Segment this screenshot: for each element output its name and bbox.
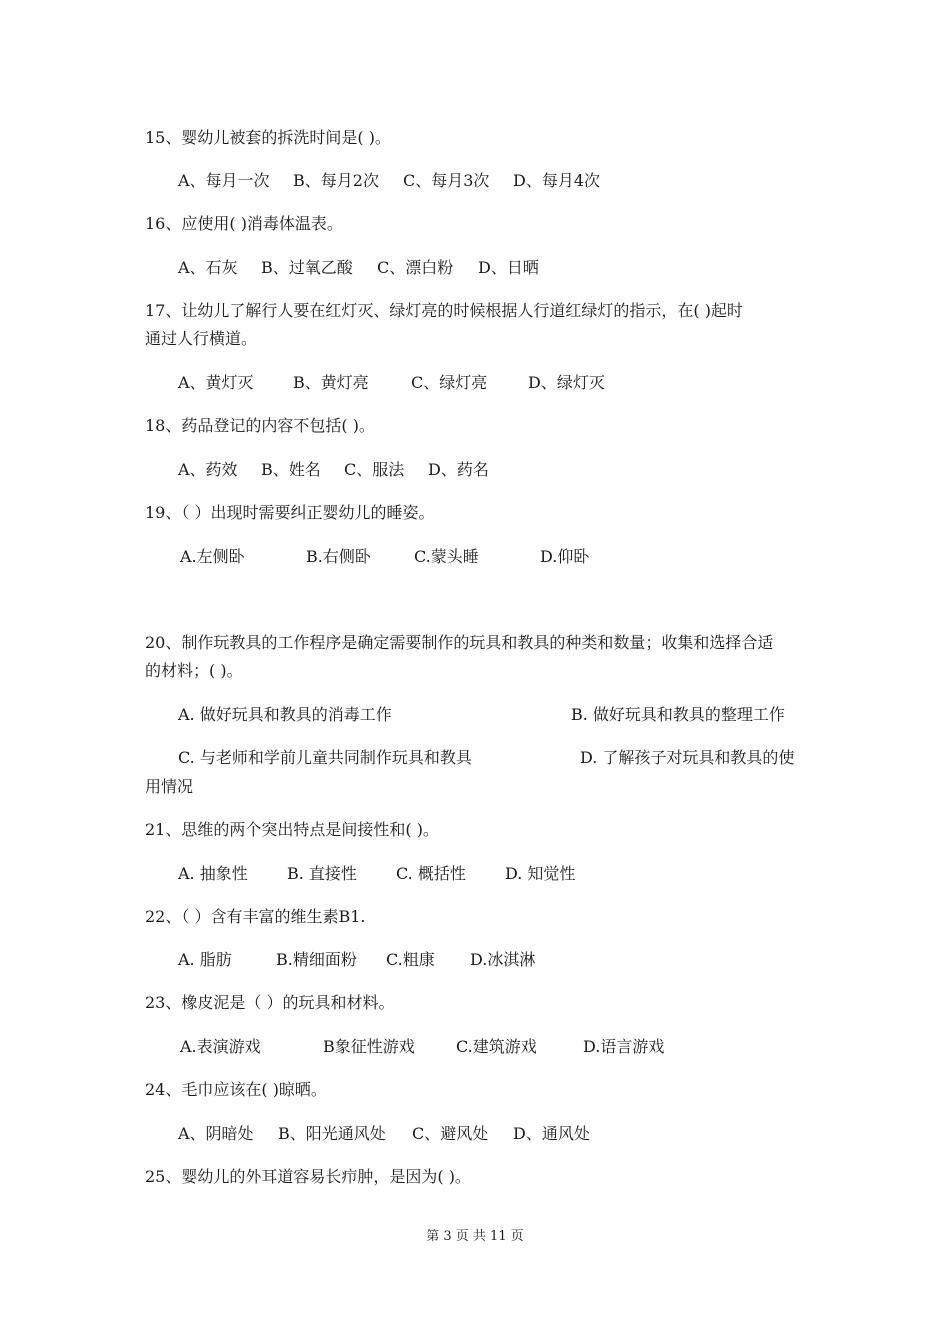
question-20-option-b: B. 做好玩具和教具的整理工作 xyxy=(571,705,785,724)
question-18-stem: 18、药品登记的内容不包括( )。 xyxy=(145,416,375,435)
question-20-stem-line-2: 的材料；( )。 xyxy=(145,661,243,680)
question-15-stem: 15、婴幼儿被套的拆洗时间是( )。 xyxy=(145,128,391,147)
question-16-option-b: B、过氧乙酸 xyxy=(261,258,353,277)
question-22-option-b: B.精细面粉 xyxy=(276,950,357,969)
question-23-option-d: D.语言游戏 xyxy=(583,1037,665,1056)
question-20-option-d-line-2: 用情况 xyxy=(145,777,194,796)
question-20-option-a: A. 做好玩具和教具的消毒工作 xyxy=(178,705,392,724)
question-19-option-c: C.蒙头睡 xyxy=(414,547,479,566)
question-18-option-b: B、姓名 xyxy=(261,460,321,479)
question-15-option-d: D、每月4次 xyxy=(513,171,601,190)
question-17-option-d: D、绿灯灭 xyxy=(528,373,605,392)
question-21-stem: 21、思维的两个突出特点是间接性和( )。 xyxy=(145,820,439,839)
question-22-stem: 22、（ ）含有丰富的维生素B1. xyxy=(145,907,366,926)
question-19-option-b: B.右侧卧 xyxy=(306,547,371,566)
page-number-footer: 第 3 页 共 11 页 xyxy=(426,1229,524,1244)
question-16-option-a: A、石灰 xyxy=(178,258,238,277)
question-21-option-c: C. 概括性 xyxy=(396,864,466,883)
question-16-option-d: D、日晒 xyxy=(478,258,539,277)
question-22-option-a: A. 脂肪 xyxy=(178,950,232,969)
question-25-stem: 25、婴幼儿的外耳道容易长疖肿，是因为( )。 xyxy=(145,1167,471,1186)
question-17-stem-line-2: 通过人行横道。 xyxy=(145,329,258,348)
question-24-option-a: A、阴暗处 xyxy=(178,1124,254,1143)
question-21-option-b: B. 直接性 xyxy=(287,864,357,883)
question-19-stem: 19、（ ）出现时需要纠正婴幼儿的睡姿。 xyxy=(145,503,435,522)
question-23-stem: 23、橡皮泥是（ ）的玩具和材料。 xyxy=(145,993,395,1012)
question-20-option-c: C. 与老师和学前儿童共同制作玩具和教具 xyxy=(178,748,472,767)
question-15-option-b: B、每月2次 xyxy=(293,171,379,190)
question-17-option-b: B、黄灯亮 xyxy=(293,373,369,392)
question-24-option-d: D、通风处 xyxy=(513,1124,590,1143)
question-21-option-d: D. 知觉性 xyxy=(505,864,576,883)
question-21-option-a: A. 抽象性 xyxy=(178,864,248,883)
question-22-option-c: C.粗康 xyxy=(386,950,435,969)
question-16-stem: 16、应使用( )消毒体温表。 xyxy=(145,214,343,233)
question-23-option-c: C.建筑游戏 xyxy=(456,1037,537,1056)
question-18-option-a: A、药效 xyxy=(178,460,238,479)
question-24-stem: 24、毛巾应该在( )晾晒。 xyxy=(145,1080,327,1099)
question-18-option-d: D、药名 xyxy=(428,460,489,479)
question-17-option-c: C、绿灯亮 xyxy=(411,373,488,392)
question-18-option-c: C、服法 xyxy=(344,460,405,479)
question-15-option-c: C、每月3次 xyxy=(403,171,490,190)
question-22-option-d: D.冰淇淋 xyxy=(470,950,536,969)
question-19-option-a: A.左侧卧 xyxy=(180,547,245,566)
question-24-option-c: C、避风处 xyxy=(412,1124,489,1143)
question-16-option-c: C、漂白粉 xyxy=(377,258,454,277)
question-20-option-d-line-1: D. 了解孩子对玩具和教具的使 xyxy=(580,748,795,767)
question-15-option-a: A、每月一次 xyxy=(178,171,270,190)
question-23-option-b: B象征性游戏 xyxy=(323,1037,415,1056)
question-24-option-b: B、阳光通风处 xyxy=(278,1124,386,1143)
question-17-option-a: A、黄灯灭 xyxy=(178,373,254,392)
question-19-option-d: D.仰卧 xyxy=(540,547,590,566)
question-23-option-a: A.表演游戏 xyxy=(180,1037,261,1056)
question-17-stem-line-1: 17、让幼儿了解行人要在红灯灭、绿灯亮的时候根据人行道红绿灯的指示，在( )起时 xyxy=(145,301,743,320)
question-20-stem-line-1: 20、制作玩教具的工作程序是确定需要制作的玩具和教具的种类和数量；收集和选择合适 xyxy=(145,633,774,652)
